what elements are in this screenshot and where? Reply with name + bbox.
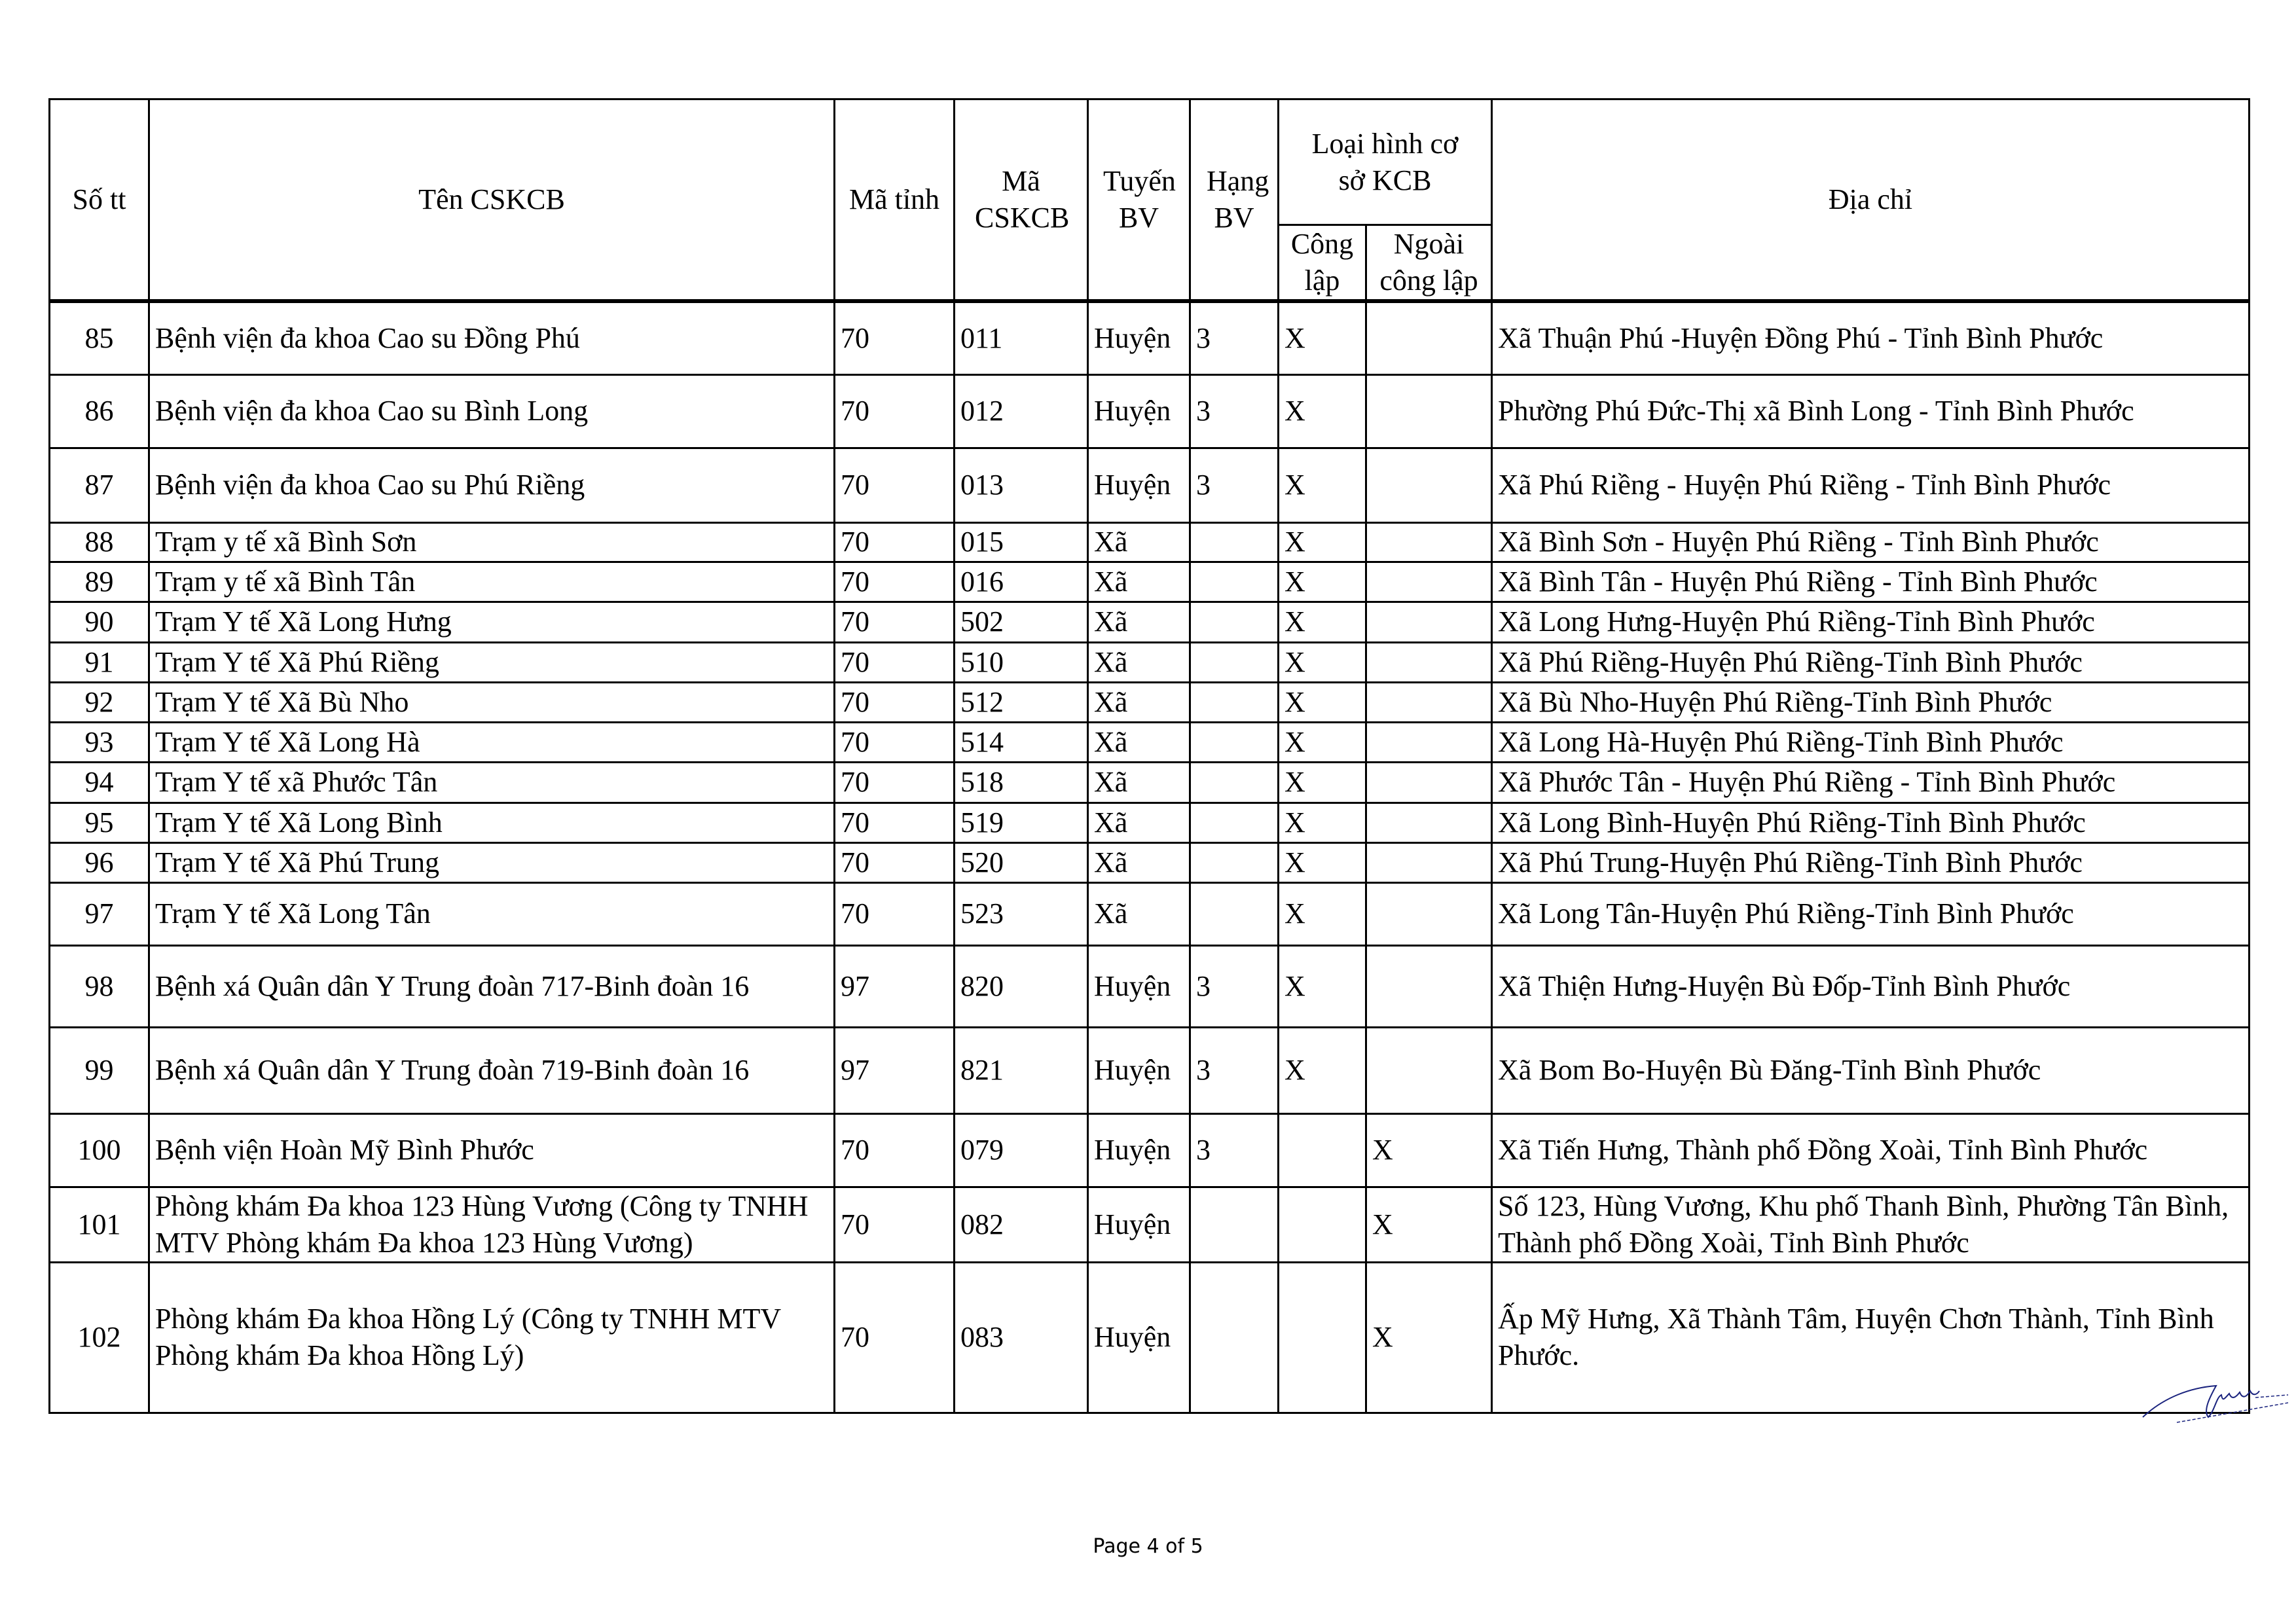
table-row — [50, 1262, 2250, 1413]
cell-ma-cskcb: 015 — [955, 522, 1088, 562]
cell-dia-chi: Xã Phước Tân - Huyện Phú Riềng - Tỉnh Bình Phước — [1492, 762, 2250, 803]
cell-ngoai-cong-lap — [1366, 374, 1492, 448]
table-row — [50, 602, 2250, 642]
cell-stt: 85 — [50, 301, 149, 374]
cell-cong-lap: X — [1279, 301, 1366, 374]
cell-dia-chi: Xã Long Hà-Huyện Phú Riềng-Tỉnh Bình Phước — [1492, 722, 2250, 762]
cell-cong-lap: X — [1279, 562, 1366, 602]
cell-stt: 86 — [50, 374, 149, 448]
cell-ma-tinh: 70 — [835, 1262, 955, 1413]
cell-ngoai-cong-lap: X — [1366, 1262, 1492, 1413]
header-ma-cskcb: Mã CSKCB — [955, 99, 1088, 302]
table-row — [50, 945, 2250, 1027]
cell-hang-bv: 3 — [1190, 1113, 1279, 1187]
cell-stt: 97 — [50, 882, 149, 945]
cell-tuyen-bv: Huyện — [1088, 1027, 1190, 1113]
cell-ma-tinh: 70 — [835, 602, 955, 642]
cell-hang-bv — [1190, 803, 1279, 842]
cell-cong-lap: X — [1279, 803, 1366, 842]
cell-tuyen-bv: Huyện — [1088, 1113, 1190, 1187]
cell-tuyen-bv: Huyện — [1088, 1262, 1190, 1413]
cell-stt: 92 — [50, 682, 149, 722]
header-cong-lap: Công lập — [1279, 225, 1366, 302]
cell-tuyen-bv: Xã — [1088, 762, 1190, 803]
cell-tuyen-bv: Huyện — [1088, 945, 1190, 1027]
header-ngoai-cong-lap: Ngoài công lập — [1366, 225, 1492, 302]
cell-ma-cskcb: 821 — [955, 1027, 1088, 1113]
cell-hang-bv — [1190, 1187, 1279, 1262]
cell-ma-cskcb: 013 — [955, 448, 1088, 522]
table-row — [50, 301, 2250, 374]
cell-hang-bv — [1190, 522, 1279, 562]
cell-ngoai-cong-lap — [1366, 301, 1492, 374]
table-row — [50, 522, 2250, 562]
cell-hang-bv — [1190, 562, 1279, 602]
cell-stt: 87 — [50, 448, 149, 522]
cell-cong-lap: X — [1279, 722, 1366, 762]
cell-ngoai-cong-lap — [1366, 682, 1492, 722]
cell-ten-cskcb: Bệnh xá Quân dân Y Trung đoàn 719-Binh đoàn 16 — [149, 1027, 835, 1113]
cell-tuyen-bv: Xã — [1088, 722, 1190, 762]
cell-ma-cskcb: 512 — [955, 682, 1088, 722]
cell-ngoai-cong-lap — [1366, 803, 1492, 842]
cell-tuyen-bv: Xã — [1088, 562, 1190, 602]
cell-ma-cskcb: 082 — [955, 1187, 1088, 1262]
table-row — [50, 1113, 2250, 1187]
cell-tuyen-bv: Xã — [1088, 803, 1190, 842]
cell-stt: 93 — [50, 722, 149, 762]
cell-ma-cskcb: 520 — [955, 842, 1088, 882]
cell-tuyen-bv: Xã — [1088, 602, 1190, 642]
cell-stt: 98 — [50, 945, 149, 1027]
cell-ma-tinh: 70 — [835, 762, 955, 803]
cell-dia-chi: Xã Phú Riềng - Huyện Phú Riềng - Tỉnh Bình Phước — [1492, 448, 2250, 522]
table-body — [50, 301, 2250, 1413]
cell-ten-cskcb: Trạm Y tế Xã Long Hưng — [149, 602, 835, 642]
cell-stt: 88 — [50, 522, 149, 562]
cell-cong-lap: X — [1279, 842, 1366, 882]
cell-ma-tinh: 97 — [835, 1027, 955, 1113]
cell-ten-cskcb: Trạm Y tế Xã Phú Trung — [149, 842, 835, 882]
cell-dia-chi: Xã Tiến Hưng, Thành phố Đồng Xoài, Tỉnh Bình Phước — [1492, 1113, 2250, 1187]
cell-tuyen-bv: Xã — [1088, 522, 1190, 562]
cell-ma-cskcb: 820 — [955, 945, 1088, 1027]
cell-ten-cskcb: Bệnh viện đa khoa Cao su Đồng Phú — [149, 301, 835, 374]
cell-stt: 96 — [50, 842, 149, 882]
cell-ngoai-cong-lap — [1366, 882, 1492, 945]
cell-dia-chi: Xã Bù Nho-Huyện Phú Riềng-Tỉnh Bình Phước — [1492, 682, 2250, 722]
cell-hang-bv: 3 — [1190, 374, 1279, 448]
table-row — [50, 1027, 2250, 1113]
cell-cong-lap: X — [1279, 602, 1366, 642]
cell-hang-bv — [1190, 602, 1279, 642]
cell-ma-cskcb: 016 — [955, 562, 1088, 602]
cell-cong-lap: X — [1279, 448, 1366, 522]
cell-ma-tinh: 70 — [835, 1187, 955, 1262]
cell-hang-bv — [1190, 682, 1279, 722]
cell-ngoai-cong-lap — [1366, 945, 1492, 1027]
header-loai-hinh: Loại hình cơ sở KCB — [1279, 99, 1492, 225]
cell-ma-cskcb: 523 — [955, 882, 1088, 945]
cell-cong-lap: X — [1279, 522, 1366, 562]
cell-cong-lap: X — [1279, 762, 1366, 803]
cell-ngoai-cong-lap — [1366, 1027, 1492, 1113]
cell-stt: 90 — [50, 602, 149, 642]
cell-hang-bv — [1190, 882, 1279, 945]
cell-cong-lap: X — [1279, 682, 1366, 722]
cell-ma-tinh: 70 — [835, 1113, 955, 1187]
table-row — [50, 642, 2250, 682]
cell-hang-bv: 3 — [1190, 945, 1279, 1027]
header-ma-tinh: Mã tỉnh — [835, 99, 955, 302]
cell-cong-lap: X — [1279, 1027, 1366, 1113]
cell-ma-cskcb: 518 — [955, 762, 1088, 803]
cell-ngoai-cong-lap — [1366, 562, 1492, 602]
table-row — [50, 448, 2250, 522]
cell-ngoai-cong-lap — [1366, 722, 1492, 762]
table-row — [50, 1187, 2250, 1262]
cell-ngoai-cong-lap: X — [1366, 1187, 1492, 1262]
cell-ngoai-cong-lap — [1366, 602, 1492, 642]
cell-ma-tinh: 70 — [835, 562, 955, 602]
cell-dia-chi: Xã Long Tân-Huyện Phú Riềng-Tỉnh Bình Phước — [1492, 882, 2250, 945]
signature-mark — [2138, 1371, 2288, 1424]
cell-stt: 89 — [50, 562, 149, 602]
cell-dia-chi: Xã Thiện Hưng-Huyện Bù Đốp-Tỉnh Bình Phước — [1492, 945, 2250, 1027]
cell-tuyen-bv: Xã — [1088, 642, 1190, 682]
cell-ma-tinh: 70 — [835, 842, 955, 882]
table-row — [50, 762, 2250, 803]
cell-hang-bv: 3 — [1190, 301, 1279, 374]
cell-ten-cskcb: Trạm Y tế Xã Phú Riềng — [149, 642, 835, 682]
cell-tuyen-bv: Xã — [1088, 882, 1190, 945]
cell-dia-chi: Ấp Mỹ Hưng, Xã Thành Tâm, Huyện Chơn Thành, Tỉnh Bình Phước. — [1492, 1262, 2250, 1413]
cell-hang-bv — [1190, 842, 1279, 882]
cell-ma-cskcb: 079 — [955, 1113, 1088, 1187]
cell-stt: 102 — [50, 1262, 149, 1413]
cell-stt: 99 — [50, 1027, 149, 1113]
cell-ten-cskcb: Trạm Y tế Xã Long Bình — [149, 803, 835, 842]
cell-hang-bv — [1190, 762, 1279, 803]
cell-cong-lap — [1279, 1187, 1366, 1262]
table-header — [50, 99, 2250, 302]
cell-cong-lap — [1279, 1262, 1366, 1413]
page-number: Page 4 of 5 — [1093, 1535, 1203, 1558]
table-row — [50, 374, 2250, 448]
cell-ma-tinh: 70 — [835, 374, 955, 448]
cell-ma-cskcb: 519 — [955, 803, 1088, 842]
facility-table — [48, 98, 2250, 1414]
cell-tuyen-bv: Huyện — [1088, 374, 1190, 448]
cell-tuyen-bv: Huyện — [1088, 448, 1190, 522]
cell-ma-tinh: 97 — [835, 945, 955, 1027]
cell-ma-tinh: 70 — [835, 803, 955, 842]
cell-dia-chi: Xã Phú Trung-Huyện Phú Riềng-Tỉnh Bình Phước — [1492, 842, 2250, 882]
header-ten-cskcb: Tên CSKCB — [149, 99, 835, 302]
cell-tuyen-bv: Xã — [1088, 842, 1190, 882]
cell-ten-cskcb: Bệnh viện đa khoa Cao su Bình Long — [149, 374, 835, 448]
cell-ma-cskcb: 011 — [955, 301, 1088, 374]
cell-cong-lap: X — [1279, 882, 1366, 945]
table-row — [50, 803, 2250, 842]
cell-ngoai-cong-lap — [1366, 762, 1492, 803]
header-hang-bv: Hạng BV — [1190, 99, 1279, 302]
cell-ma-tinh: 70 — [835, 682, 955, 722]
cell-ten-cskcb: Phòng khám Đa khoa Hồng Lý (Công ty TNHH MTV Phòng khám Đa khoa Hồng Lý) — [149, 1262, 835, 1413]
cell-ten-cskcb: Trạm Y tế Xã Long Hà — [149, 722, 835, 762]
cell-ma-cskcb: 502 — [955, 602, 1088, 642]
cell-stt: 94 — [50, 762, 149, 803]
cell-ma-tinh: 70 — [835, 642, 955, 682]
table-row — [50, 842, 2250, 882]
cell-stt: 91 — [50, 642, 149, 682]
cell-hang-bv — [1190, 722, 1279, 762]
header-dia-chi: Địa chỉ — [1492, 99, 2250, 302]
cell-dia-chi: Xã Bình Tân - Huyện Phú Riềng - Tỉnh Bình Phước — [1492, 562, 2250, 602]
cell-tuyen-bv: Xã — [1088, 682, 1190, 722]
cell-ma-cskcb: 012 — [955, 374, 1088, 448]
cell-ma-tinh: 70 — [835, 448, 955, 522]
cell-dia-chi: Xã Long Hưng-Huyện Phú Riềng-Tỉnh Bình Phước — [1492, 602, 2250, 642]
cell-ngoai-cong-lap — [1366, 642, 1492, 682]
cell-stt: 100 — [50, 1113, 149, 1187]
cell-ma-cskcb: 510 — [955, 642, 1088, 682]
cell-tuyen-bv: Huyện — [1088, 301, 1190, 374]
cell-ma-tinh: 70 — [835, 522, 955, 562]
cell-hang-bv: 3 — [1190, 1027, 1279, 1113]
cell-hang-bv: 3 — [1190, 448, 1279, 522]
cell-ten-cskcb: Bệnh xá Quân dân Y Trung đoàn 717-Binh đoàn 16 — [149, 945, 835, 1027]
cell-ten-cskcb: Trạm y tế xã Bình Sơn — [149, 522, 835, 562]
header-tuyen-bv: Tuyến BV — [1088, 99, 1190, 302]
cell-dia-chi: Xã Long Bình-Huyện Phú Riềng-Tỉnh Bình Phước — [1492, 803, 2250, 842]
cell-ngoai-cong-lap — [1366, 842, 1492, 882]
cell-stt: 101 — [50, 1187, 149, 1262]
table-row — [50, 682, 2250, 722]
table-row — [50, 722, 2250, 762]
cell-hang-bv — [1190, 1262, 1279, 1413]
cell-cong-lap — [1279, 1113, 1366, 1187]
cell-hang-bv — [1190, 642, 1279, 682]
cell-ma-cskcb: 514 — [955, 722, 1088, 762]
table-row — [50, 882, 2250, 945]
cell-stt: 95 — [50, 803, 149, 842]
cell-cong-lap: X — [1279, 642, 1366, 682]
cell-ma-cskcb: 083 — [955, 1262, 1088, 1413]
cell-ma-tinh: 70 — [835, 301, 955, 374]
cell-ten-cskcb: Bệnh viện đa khoa Cao su Phú Riềng — [149, 448, 835, 522]
cell-ten-cskcb: Trạm y tế xã Bình Tân — [149, 562, 835, 602]
facility-table-container — [48, 98, 2248, 1414]
cell-cong-lap: X — [1279, 945, 1366, 1027]
cell-ma-tinh: 70 — [835, 882, 955, 945]
cell-cong-lap: X — [1279, 374, 1366, 448]
cell-ngoai-cong-lap: X — [1366, 1113, 1492, 1187]
cell-dia-chi: Xã Bình Sơn - Huyện Phú Riềng - Tỉnh Bình Phước — [1492, 522, 2250, 562]
cell-ten-cskcb: Trạm Y tế xã Phước Tân — [149, 762, 835, 803]
cell-tuyen-bv: Huyện — [1088, 1187, 1190, 1262]
table-row — [50, 562, 2250, 602]
cell-ten-cskcb: Phòng khám Đa khoa 123 Hùng Vương (Công ty TNHH MTV Phòng khám Đa khoa 123 Hùng Vương) — [149, 1187, 835, 1262]
cell-dia-chi: Phường Phú Đức-Thị xã Bình Long - Tỉnh Bình Phước — [1492, 374, 2250, 448]
cell-dia-chi: Xã Phú Riềng-Huyện Phú Riềng-Tỉnh Bình Phước — [1492, 642, 2250, 682]
cell-ten-cskcb: Bệnh viện Hoàn Mỹ Bình Phước — [149, 1113, 835, 1187]
cell-ten-cskcb: Trạm Y tế Xã Bù Nho — [149, 682, 835, 722]
cell-ma-tinh: 70 — [835, 722, 955, 762]
cell-dia-chi: Số 123, Hùng Vương, Khu phố Thanh Bình, Phường Tân Bình, Thành phố Đồng Xoài, Tỉnh Bình Phước — [1492, 1187, 2250, 1262]
cell-dia-chi: Xã Bom Bo-Huyện Bù Đăng-Tỉnh Bình Phước — [1492, 1027, 2250, 1113]
header-stt: Số tt — [50, 99, 149, 302]
cell-dia-chi: Xã Thuận Phú -Huyện Đồng Phú - Tỉnh Bình Phước — [1492, 301, 2250, 374]
cell-ngoai-cong-lap — [1366, 522, 1492, 562]
cell-ten-cskcb: Trạm Y tế Xã Long Tân — [149, 882, 835, 945]
cell-ngoai-cong-lap — [1366, 448, 1492, 522]
